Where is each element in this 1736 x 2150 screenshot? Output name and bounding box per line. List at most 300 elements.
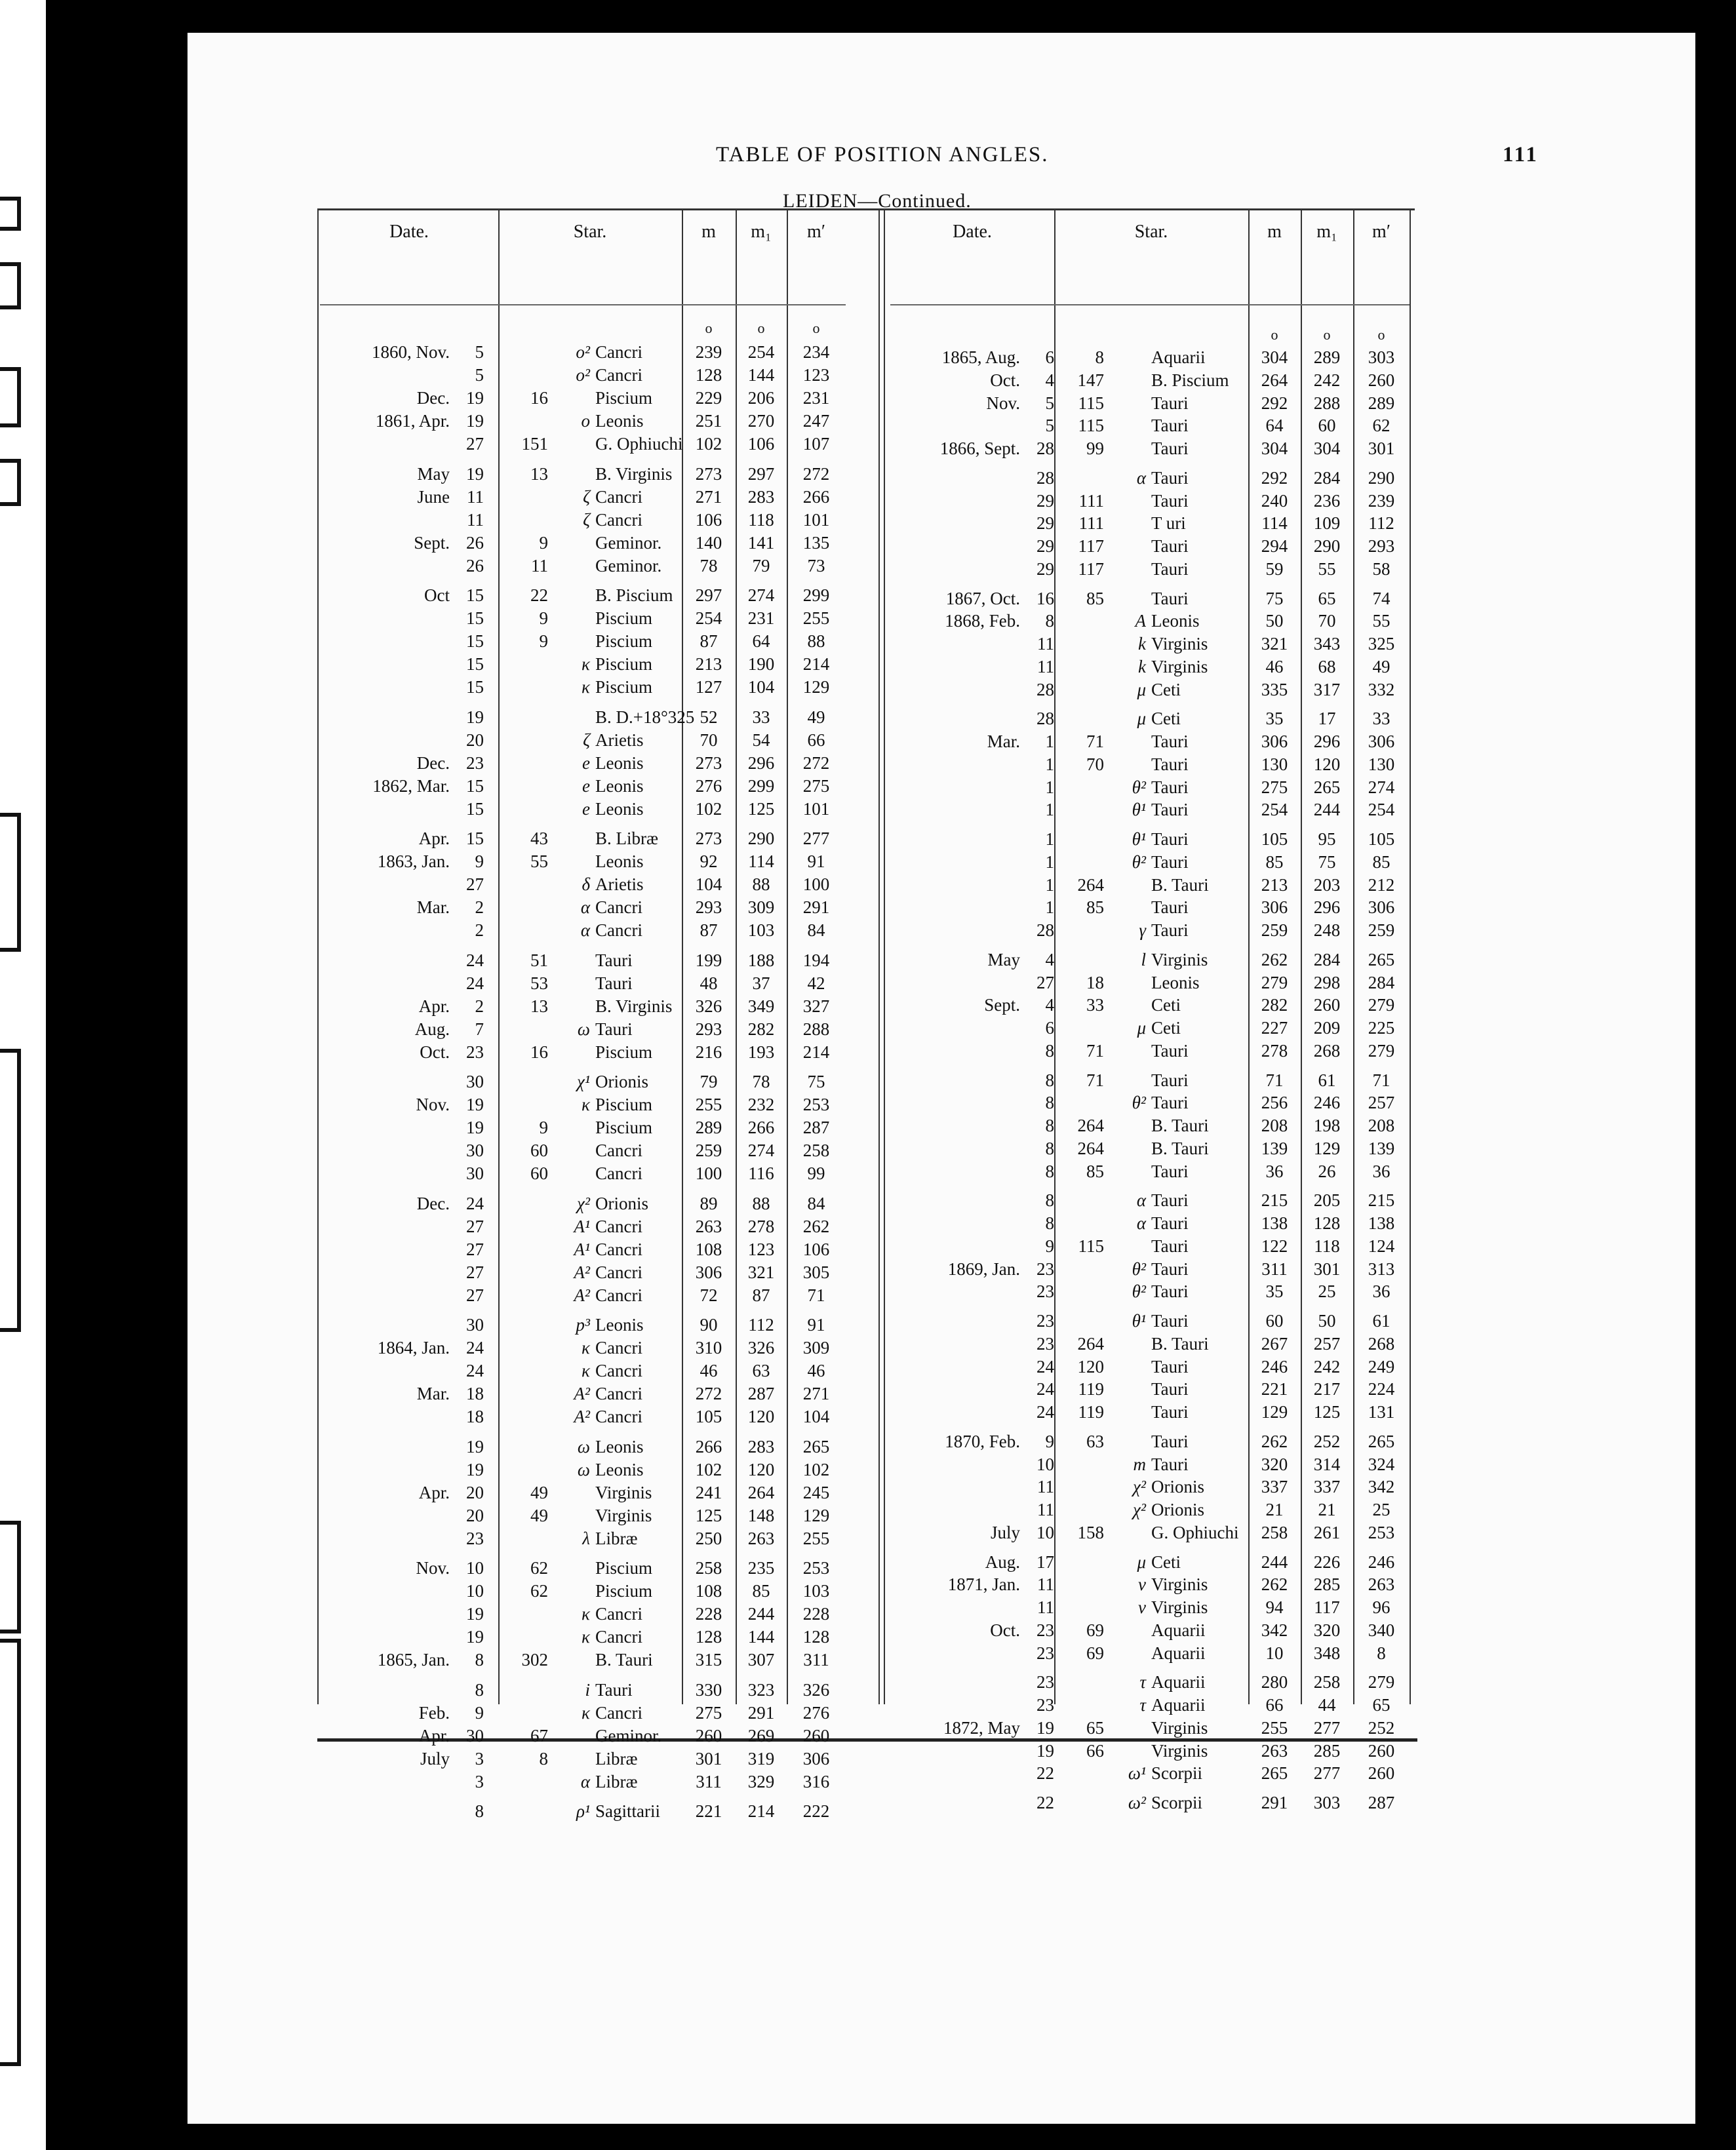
value-m1: 198 bbox=[1313, 1116, 1341, 1135]
date-day: 9 bbox=[475, 1702, 484, 1723]
star-name: B. Piscium bbox=[595, 585, 673, 605]
star-name: Tauri bbox=[1151, 829, 1189, 849]
value-m1: 128 bbox=[1313, 1213, 1341, 1233]
value-m1: 217 bbox=[1313, 1379, 1341, 1399]
star-name: Arietis bbox=[595, 874, 644, 895]
value-m: 89 bbox=[700, 1193, 718, 1213]
value-m: 280 bbox=[1261, 1672, 1288, 1692]
table-row bbox=[0, 1523, 1736, 1543]
star-name: B. Tauri bbox=[1151, 1333, 1209, 1354]
star-name: Tauri bbox=[1151, 1093, 1189, 1113]
date-day: 27 bbox=[466, 434, 484, 454]
star-name: Tauri bbox=[1151, 732, 1189, 751]
star-letter: μ bbox=[1137, 1552, 1146, 1572]
table-row bbox=[0, 1597, 1736, 1618]
star-name: Orionis bbox=[1151, 1500, 1204, 1519]
value-mprime: 91 bbox=[807, 1315, 825, 1335]
value-mprime: 342 bbox=[1368, 1477, 1395, 1497]
value-mprime: 84 bbox=[807, 920, 825, 941]
value-m1: 103 bbox=[747, 920, 775, 941]
star-letter: α bbox=[1136, 467, 1146, 488]
date-day: 10 bbox=[466, 1558, 484, 1578]
value-mprime: 287 bbox=[1368, 1793, 1395, 1812]
value-m: 140 bbox=[695, 532, 722, 553]
value-m1: 254 bbox=[747, 342, 775, 362]
value-m1: 125 bbox=[1313, 1402, 1341, 1422]
page-subtitle: LEIDEN—Continued. bbox=[783, 190, 972, 212]
star-letter: α bbox=[580, 897, 590, 918]
page-number: 111 bbox=[1503, 143, 1539, 166]
value-mprime: 55 bbox=[1372, 611, 1391, 631]
table-row bbox=[0, 491, 1736, 511]
star-name: Piscium bbox=[595, 1042, 653, 1062]
value-m1: 118 bbox=[1314, 1236, 1340, 1256]
value-m: 297 bbox=[695, 585, 722, 605]
star-letter: ω bbox=[577, 1436, 590, 1456]
star-catalog-number: 85 bbox=[1086, 1161, 1104, 1181]
table-row bbox=[0, 1236, 1736, 1257]
star-letter: θ² bbox=[1132, 777, 1146, 797]
date-day: 18 bbox=[466, 1384, 484, 1404]
date-year-month: 1871, Jan. bbox=[947, 1574, 1020, 1595]
star-name: Orionis bbox=[595, 1193, 648, 1213]
star-name: Ceti bbox=[1151, 679, 1181, 699]
star-name: G. Ophiuchi bbox=[595, 434, 683, 454]
value-m: 304 bbox=[1261, 347, 1288, 367]
star-catalog-number: 70 bbox=[1086, 754, 1104, 774]
star-letter: ω bbox=[577, 1459, 590, 1479]
star-letter: ω bbox=[577, 1019, 590, 1039]
value-m1: 106 bbox=[747, 434, 775, 454]
date-day: 23 bbox=[1036, 1672, 1054, 1692]
star-name: Cancri bbox=[595, 486, 642, 507]
date-day: 15 bbox=[466, 829, 484, 848]
date-day: 8 bbox=[1045, 1040, 1054, 1061]
value-m: 127 bbox=[695, 677, 722, 697]
left-header-m: m bbox=[701, 222, 716, 242]
value-mprime: 277 bbox=[802, 829, 830, 848]
value-m1: 304 bbox=[1313, 439, 1341, 458]
star-letter: κ bbox=[582, 1361, 590, 1381]
date-year-month: Mar. bbox=[416, 1384, 450, 1404]
value-m1: 21 bbox=[1318, 1500, 1336, 1519]
star-name: Tauri bbox=[1151, 800, 1189, 820]
value-m: 273 bbox=[695, 752, 722, 773]
star-catalog-number: 49 bbox=[530, 1505, 548, 1525]
value-m1: 44 bbox=[1318, 1695, 1336, 1715]
star-name: Tauri bbox=[1151, 754, 1189, 774]
value-m: 244 bbox=[1261, 1552, 1288, 1572]
value-m1: 283 bbox=[747, 1436, 775, 1456]
date-day: 1 bbox=[1045, 897, 1054, 918]
date-day: 11 bbox=[1037, 634, 1054, 654]
date-day: 23 bbox=[1036, 1333, 1054, 1354]
value-m1: 296 bbox=[747, 752, 775, 773]
date-day: 19 bbox=[466, 1627, 484, 1647]
date-day: 24 bbox=[466, 1193, 484, 1213]
value-m: 92 bbox=[700, 851, 718, 872]
star-name: Geminor. bbox=[595, 1725, 662, 1746]
value-m1: 79 bbox=[752, 555, 770, 576]
date-day: 30 bbox=[466, 1725, 484, 1746]
value-m1: 323 bbox=[747, 1679, 775, 1700]
value-m: 46 bbox=[1265, 656, 1284, 676]
star-name: Tauri bbox=[1151, 1454, 1189, 1474]
value-m1: 17 bbox=[1318, 709, 1336, 729]
right-header-star: Star. bbox=[1134, 222, 1168, 242]
value-mprime: 105 bbox=[1368, 829, 1395, 849]
table-row bbox=[0, 1213, 1736, 1234]
value-m: 128 bbox=[695, 1627, 722, 1647]
value-mprime: 263 bbox=[1368, 1574, 1395, 1595]
table-row bbox=[0, 611, 1736, 631]
value-m1: 309 bbox=[747, 897, 775, 918]
value-mprime: 265 bbox=[802, 1436, 830, 1456]
value-m: 306 bbox=[1261, 732, 1288, 751]
star-catalog-number: 158 bbox=[1077, 1522, 1104, 1542]
star-catalog-number: 85 bbox=[1086, 588, 1104, 608]
value-mprime: 208 bbox=[1368, 1116, 1395, 1135]
value-mprime: 25 bbox=[1372, 1500, 1391, 1519]
table-row bbox=[0, 1334, 1736, 1354]
date-day: 9 bbox=[1045, 1431, 1054, 1451]
star-catalog-number: 55 bbox=[530, 851, 548, 872]
date-day: 24 bbox=[466, 1338, 484, 1358]
value-m1: 274 bbox=[747, 585, 775, 605]
value-mprime: 36 bbox=[1372, 1281, 1391, 1302]
star-catalog-number: 71 bbox=[1086, 1040, 1104, 1061]
star-name: Leonis bbox=[1151, 972, 1200, 992]
date-year-month: Oct. bbox=[420, 1042, 450, 1062]
value-m: 251 bbox=[695, 411, 722, 431]
star-name: Leonis bbox=[595, 775, 644, 796]
value-m1: 274 bbox=[747, 1141, 775, 1161]
value-m: 342 bbox=[1261, 1620, 1288, 1640]
star-catalog-number: 117 bbox=[1078, 536, 1104, 556]
date-day: 23 bbox=[1036, 1695, 1054, 1715]
star-letter: A² bbox=[574, 1407, 590, 1427]
star-name: Sagittarii bbox=[595, 1801, 660, 1821]
table-row bbox=[0, 875, 1736, 895]
date-day: 1 bbox=[1045, 777, 1054, 797]
left-header-date: Date. bbox=[389, 222, 429, 242]
value-m: 138 bbox=[1261, 1213, 1288, 1233]
table-row bbox=[0, 1139, 1736, 1159]
value-m: 273 bbox=[695, 829, 722, 848]
date-day: 10 bbox=[1036, 1522, 1054, 1542]
star-letter: κ bbox=[582, 654, 590, 674]
star-name: Libræ bbox=[595, 1771, 638, 1791]
table-row bbox=[0, 829, 1736, 850]
value-m: 250 bbox=[695, 1528, 722, 1548]
star-letter: α bbox=[1136, 1190, 1146, 1211]
star-name: Piscium bbox=[595, 608, 653, 629]
value-m: 221 bbox=[1261, 1379, 1288, 1399]
date-day: 28 bbox=[1036, 709, 1054, 729]
star-name: Tauri bbox=[595, 1679, 633, 1700]
table-row bbox=[0, 634, 1736, 654]
star-name: Tauri bbox=[1151, 1213, 1189, 1233]
date-year-month: Nov. bbox=[416, 1558, 450, 1578]
value-mprime: 252 bbox=[1368, 1717, 1395, 1738]
star-letter: κ bbox=[582, 1095, 590, 1115]
value-m1: 144 bbox=[747, 1627, 775, 1647]
date-day: 29 bbox=[1036, 558, 1054, 579]
value-m1: 37 bbox=[752, 973, 770, 993]
value-m1: 289 bbox=[1313, 347, 1341, 367]
value-m: 255 bbox=[1261, 1717, 1288, 1738]
date-day: 26 bbox=[466, 555, 484, 576]
star-catalog-number: 9 bbox=[539, 631, 548, 652]
star-catalog-number: 63 bbox=[1086, 1431, 1104, 1451]
date-year-month: 1870, Feb. bbox=[945, 1431, 1020, 1451]
date-day: 9 bbox=[475, 851, 484, 872]
value-mprime: 253 bbox=[1368, 1522, 1395, 1542]
date-year-month: Apr. bbox=[418, 1482, 450, 1502]
date-day: 11 bbox=[467, 509, 484, 530]
date-day: 23 bbox=[466, 752, 484, 773]
right-degree-mark-2: o bbox=[1377, 326, 1385, 343]
star-name: Virginis bbox=[1151, 1740, 1208, 1761]
date-day: 3 bbox=[475, 1748, 484, 1769]
star-catalog-number: 264 bbox=[1077, 1138, 1104, 1158]
value-m1: 78 bbox=[752, 1072, 770, 1091]
star-letter: θ¹ bbox=[1132, 800, 1146, 820]
value-m1: 88 bbox=[752, 874, 770, 895]
value-m: 293 bbox=[695, 1019, 722, 1039]
date-day: 10 bbox=[1036, 1454, 1054, 1474]
value-m: 64 bbox=[1265, 416, 1284, 436]
star-name: Cancri bbox=[595, 1239, 642, 1259]
star-catalog-number: 115 bbox=[1078, 393, 1104, 413]
date-day: 1 bbox=[1045, 754, 1054, 774]
table-row bbox=[0, 973, 1736, 993]
value-mprime: 104 bbox=[802, 1407, 830, 1427]
star-catalog-number: 9 bbox=[539, 608, 548, 629]
value-mprime: 214 bbox=[802, 1042, 830, 1062]
value-mprime: 268 bbox=[1368, 1333, 1395, 1354]
value-mprime: 276 bbox=[802, 1702, 830, 1723]
value-mprime: 257 bbox=[1368, 1093, 1395, 1113]
value-mprime: 266 bbox=[802, 486, 830, 507]
star-catalog-number: 147 bbox=[1077, 370, 1104, 390]
date-day: 4 bbox=[1045, 949, 1054, 969]
value-m1: 246 bbox=[1313, 1093, 1341, 1113]
value-m: 310 bbox=[695, 1338, 722, 1358]
value-m1: 188 bbox=[747, 950, 775, 970]
star-letter: A bbox=[1135, 611, 1146, 631]
value-m1: 314 bbox=[1313, 1454, 1341, 1474]
value-m: 213 bbox=[695, 654, 722, 674]
value-m1: 282 bbox=[747, 1019, 775, 1039]
star-catalog-number: 62 bbox=[530, 1558, 548, 1578]
value-mprime: 135 bbox=[802, 532, 830, 553]
star-name: Cancri bbox=[595, 509, 642, 530]
star-name: Virginis bbox=[1151, 1717, 1208, 1738]
value-m: 35 bbox=[1265, 1281, 1284, 1302]
value-m1: 269 bbox=[747, 1725, 775, 1746]
value-mprime: 61 bbox=[1372, 1311, 1391, 1331]
value-mprime: 215 bbox=[1368, 1190, 1395, 1211]
star-catalog-number: 13 bbox=[530, 463, 548, 484]
star-catalog-number: 9 bbox=[539, 532, 548, 553]
date-year-month: July bbox=[420, 1748, 450, 1769]
value-m: 21 bbox=[1265, 1500, 1284, 1519]
value-m: 60 bbox=[1265, 1311, 1284, 1331]
star-letter: o² bbox=[576, 365, 590, 385]
date-day: 28 bbox=[1036, 439, 1054, 458]
value-m: 122 bbox=[1261, 1236, 1288, 1256]
date-day: 8 bbox=[1045, 1213, 1054, 1233]
star-letter: χ² bbox=[1133, 1500, 1146, 1519]
date-year-month: 1862, Mar. bbox=[372, 775, 450, 796]
star-name: Tauri bbox=[1151, 588, 1189, 608]
value-m: 239 bbox=[695, 342, 722, 362]
table-row bbox=[0, 1357, 1736, 1377]
date-day: 22 bbox=[1036, 1763, 1054, 1784]
left-degree-mark-1: o bbox=[757, 320, 765, 336]
value-mprime: 107 bbox=[802, 434, 830, 454]
star-catalog-number: 111 bbox=[1078, 490, 1104, 511]
date-day: 19 bbox=[466, 707, 484, 727]
date-year-month: Oct bbox=[424, 585, 450, 605]
table-row bbox=[0, 1116, 1736, 1136]
table-row bbox=[0, 1093, 1736, 1113]
value-m1: 266 bbox=[747, 1118, 775, 1138]
value-mprime: 58 bbox=[1372, 558, 1391, 579]
value-m: 278 bbox=[1261, 1040, 1288, 1061]
star-name: Cancri bbox=[595, 365, 642, 385]
date-day: 24 bbox=[1036, 1379, 1054, 1399]
table-row bbox=[0, 1552, 1736, 1573]
star-name: Virginis bbox=[1151, 1597, 1208, 1617]
value-m: 262 bbox=[1261, 1574, 1288, 1595]
star-name: B. Piscium bbox=[1151, 370, 1229, 390]
star-catalog-number: 16 bbox=[530, 388, 548, 408]
value-m1: 337 bbox=[1313, 1477, 1341, 1497]
value-mprime: 228 bbox=[802, 1604, 830, 1624]
value-m1: 244 bbox=[1313, 800, 1341, 820]
date-day: 11 bbox=[1037, 1597, 1054, 1617]
value-m1: 109 bbox=[1313, 513, 1341, 534]
value-m1: 297 bbox=[747, 463, 775, 484]
value-m: 208 bbox=[1261, 1116, 1288, 1135]
value-mprime: 129 bbox=[802, 677, 830, 697]
star-name: Geminor. bbox=[595, 532, 662, 553]
value-m: 79 bbox=[700, 1072, 718, 1091]
star-name: Tauri bbox=[1151, 1070, 1189, 1090]
value-m1: 258 bbox=[1313, 1672, 1341, 1692]
value-m1: 283 bbox=[747, 486, 775, 507]
table-row bbox=[0, 393, 1736, 414]
star-letter: l bbox=[1141, 949, 1146, 969]
left-header-m1: m₁ bbox=[751, 222, 772, 242]
star-name: Aquarii bbox=[1151, 1620, 1206, 1640]
star-name: Tauri bbox=[1151, 777, 1189, 797]
value-mprime: 249 bbox=[1368, 1356, 1395, 1377]
star-name: Cancri bbox=[595, 1627, 642, 1647]
value-m: 256 bbox=[1261, 1093, 1288, 1113]
date-day: 24 bbox=[466, 950, 484, 970]
date-day: 1 bbox=[1045, 800, 1054, 820]
date-day: 23 bbox=[1036, 1259, 1054, 1279]
star-letter: ζ bbox=[583, 486, 590, 507]
date-year-month: Dec. bbox=[416, 1193, 450, 1213]
date-year-month: 1865, Jan. bbox=[377, 1650, 450, 1670]
date-year-month: Sept. bbox=[984, 995, 1020, 1015]
value-m1: 265 bbox=[1313, 777, 1341, 797]
star-name: Tauri bbox=[595, 973, 633, 993]
star-catalog-number: 67 bbox=[530, 1725, 548, 1746]
star-name: Cancri bbox=[595, 1604, 642, 1624]
value-m: 254 bbox=[695, 608, 722, 629]
star-name: Aquarii bbox=[1151, 347, 1206, 367]
star-name: B. Tauri bbox=[1151, 1138, 1209, 1158]
value-m1: 242 bbox=[1313, 1356, 1341, 1377]
star-letter: i bbox=[585, 1679, 590, 1700]
date-day: 4 bbox=[1045, 370, 1054, 390]
star-name: Piscium bbox=[595, 1558, 653, 1578]
value-m: 129 bbox=[1261, 1402, 1288, 1422]
date-day: 29 bbox=[1036, 536, 1054, 556]
value-mprime: 272 bbox=[802, 463, 830, 484]
star-name: Cancri bbox=[595, 1285, 642, 1305]
star-letter: ρ¹ bbox=[576, 1801, 590, 1821]
value-m: 125 bbox=[695, 1505, 722, 1525]
value-m1: 257 bbox=[1313, 1333, 1341, 1354]
date-day: 28 bbox=[1036, 679, 1054, 699]
value-m: 102 bbox=[695, 1459, 722, 1479]
star-catalog-number: 151 bbox=[521, 434, 548, 454]
star-catalog-number: 51 bbox=[530, 950, 548, 970]
value-m1: 290 bbox=[1313, 536, 1341, 556]
date-day: 24 bbox=[1036, 1356, 1054, 1377]
value-m1: 123 bbox=[747, 1239, 775, 1259]
star-letter: θ² bbox=[1132, 1259, 1146, 1279]
date-day: 4 bbox=[1045, 995, 1054, 1015]
star-name: T uri bbox=[1151, 513, 1186, 534]
value-m: 304 bbox=[1261, 439, 1288, 458]
value-m: 50 bbox=[1265, 611, 1284, 631]
star-name: Scorpii bbox=[1151, 1793, 1202, 1812]
value-mprime: 36 bbox=[1372, 1161, 1391, 1181]
table-row bbox=[0, 536, 1736, 557]
date-day: 19 bbox=[466, 1118, 484, 1138]
value-m: 78 bbox=[700, 555, 718, 576]
spine-bracket bbox=[0, 262, 21, 309]
value-mprime: 279 bbox=[1368, 1672, 1395, 1692]
star-name: Tauri bbox=[1151, 536, 1189, 556]
star-letter: κ bbox=[582, 677, 590, 697]
value-m: 265 bbox=[1261, 1763, 1288, 1784]
date-day: 23 bbox=[1036, 1311, 1054, 1331]
date-day: 26 bbox=[466, 532, 484, 553]
star-catalog-number: 117 bbox=[1078, 558, 1104, 579]
value-m1: 206 bbox=[747, 388, 775, 408]
star-letter: θ² bbox=[1132, 1281, 1146, 1302]
star-name: B. Tauri bbox=[1151, 874, 1209, 895]
value-m: 289 bbox=[695, 1118, 722, 1138]
right-degree-mark-1: o bbox=[1323, 326, 1331, 343]
value-m: 229 bbox=[695, 388, 722, 408]
star-catalog-number: 33 bbox=[1086, 995, 1104, 1015]
date-day: 29 bbox=[1036, 490, 1054, 511]
date-day: 30 bbox=[466, 1315, 484, 1335]
star-name: Tauri bbox=[1151, 1281, 1189, 1302]
value-m: 90 bbox=[700, 1315, 718, 1335]
table-row bbox=[0, 1455, 1736, 1475]
value-m: 258 bbox=[1261, 1522, 1288, 1542]
